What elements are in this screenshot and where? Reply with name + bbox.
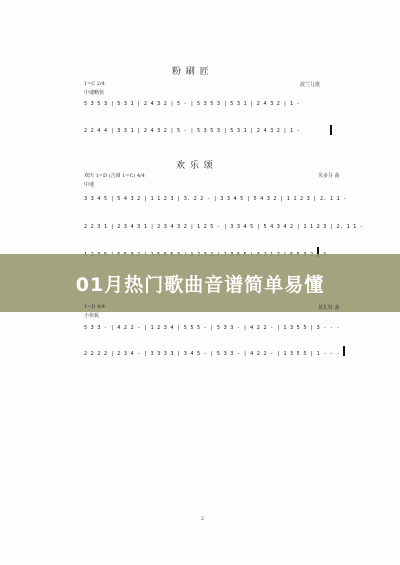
page-number: 2 — [201, 516, 205, 522]
song2-key: 欢庆 1=D (吉调 1=C) 4/4 — [84, 173, 145, 179]
song1-key: 1=C 2/4 — [84, 81, 105, 87]
song1-composer: 波兰儿歌 — [300, 82, 321, 88]
song2-tempo: 中速 — [84, 182, 95, 188]
banner-title: 01月热门歌曲音谱简单易懂 — [75, 273, 325, 296]
final-barline — [330, 125, 332, 135]
song1-title: 粉 刷 匠 — [172, 67, 210, 77]
song2-title: 欢 乐 颂 — [176, 161, 214, 171]
final-barline — [343, 346, 345, 356]
song3-composer: 莫扎特 曲 — [318, 305, 340, 311]
song2-composer: 贝多芬 曲 — [318, 173, 340, 179]
song3-key: 1=D 4/4 — [84, 304, 106, 310]
song2-row-2: 2 2 3 1 | 2 3 4 3 1 | 2 3 4 3 2 | 1 2 5 - | 3 3 4 5 | 5 4 3 4 2 | 1 1 2 3 | 2. 1 1 - — [84, 224, 364, 230]
song3-row-2: 2 2 2 2 | 2 3 4 - | 3 3 3 3 | 3 4 5 - | 5 3 3 - | 4 2 2 - | 1 3 5 5 | 1 - - - — [84, 351, 340, 357]
song3-tempo: 小快板 — [84, 313, 100, 319]
song1-row-2: 2 2 4 4 | 3 3 1 | 2 4 3 2 | 5 - | 5 3 5 3 | 5 3 1 | 2 4 3 2 | 1 - — [84, 128, 301, 134]
song1-tempo: 中速略快 — [84, 90, 105, 96]
song3-row-1: 5 3 3 - | 4 2 2 - | 1 2 3 4 | 5 5 5 - | 5 3 3 - | 4 2 2 - | 1 3 5 5 | 3 - - - — [84, 325, 340, 331]
title-banner — [0, 254, 400, 312]
song1-row-1: 5 3 5 3 | 5 3 1 | 2 4 3 2 | 5 - | 5 3 5 3 | 5 3 1 | 2 4 3 2 | 1 - — [84, 101, 301, 107]
song2-row-1: 3 3 4 5 | 5 4 3 2 | 1 1 2 3 | 3. 2 2 - | 3 3 4 5 | 5 4 3 2 | 1 1 2 3 | 2. 1 1 - — [84, 196, 347, 202]
